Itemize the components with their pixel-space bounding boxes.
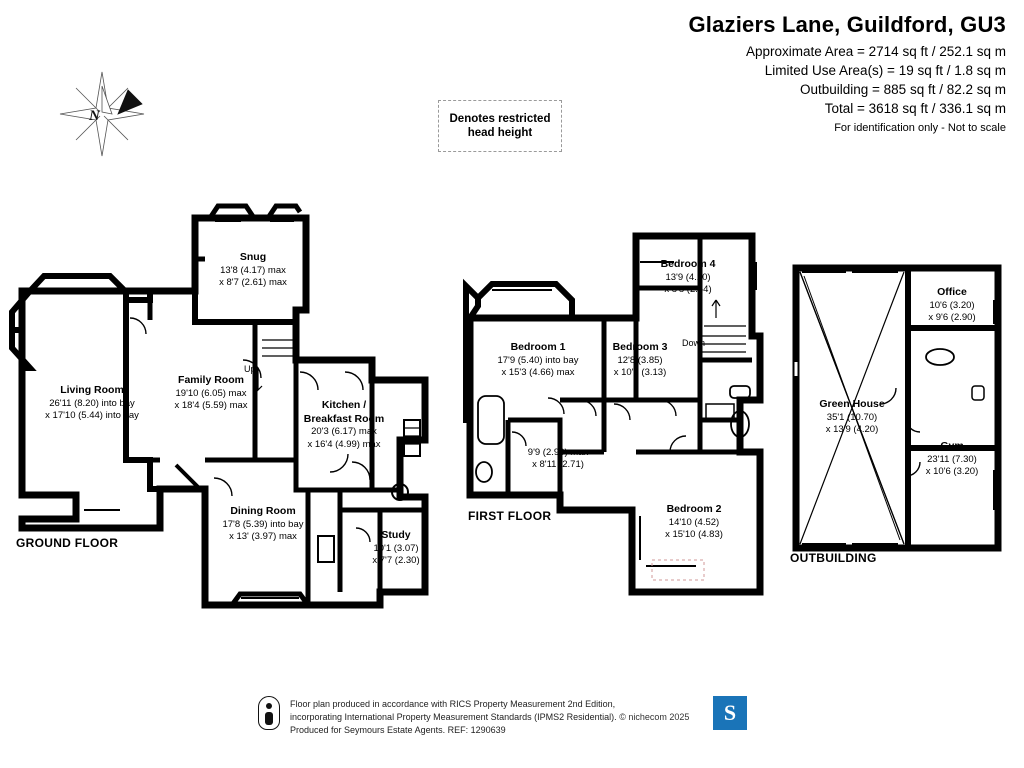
total-area: Total = 3618 sq ft / 336.1 sq m	[824, 101, 1006, 117]
approx-area: Approximate Area = 2714 sq ft / 252.1 sq m	[745, 44, 1006, 59]
rics-person-icon	[258, 696, 280, 730]
stairs-down-label: Down	[682, 338, 706, 348]
restricted-head-height-key	[438, 100, 562, 152]
footer-text	[290, 698, 689, 737]
key-line2: head height	[467, 127, 533, 139]
ground-floor-label: GROUND FLOOR	[16, 536, 119, 550]
key-line1: Denotes restricted	[449, 112, 551, 125]
room-dining-room: Dining Room 17'8 (5.39) into bay x 13' (3.97) max	[222, 505, 304, 542]
room-green-house: Green House 35'1 (10.70) x 13'9 (4.20)	[819, 398, 885, 435]
first-floor-label: FIRST FLOOR	[468, 509, 552, 523]
area-summary	[746, 42, 1006, 136]
room-office: Office 10'6 (3.20) x 9'6 (2.90)	[928, 286, 976, 323]
compass-icon	[56, 68, 148, 160]
room-snug: Snug 13'8 (4.17) max x 8'7 (2.61) max	[219, 251, 287, 288]
room-family-room: Family Room 19'10 (6.05) max x 18'4 (5.59) max	[174, 374, 248, 411]
room-bedroom-3: Bedroom 3 12'8 (3.85) x 10'3 (3.13)	[612, 341, 668, 378]
limited-use-area: Limited Use Area(s) = 19 sq ft / 1.8 sq m	[764, 63, 1006, 79]
footer-copyright: © nichecom 2025	[619, 712, 690, 723]
room-landing-area: 9'9 (2.96) max x 8'11 (2.71)	[527, 447, 589, 471]
page-title: Glaziers Lane, Guildford, GU3	[688, 12, 1006, 37]
room-bedroom-2: Bedroom 2 14'10 (4.52) x 15'10 (4.83)	[665, 503, 723, 540]
outbuilding-label: OUTBUILDING	[790, 551, 877, 565]
room-study: Study 10'1 (3.07) x 7'7 (2.30)	[372, 529, 420, 566]
disclaimer: For identification only - Not to scale	[834, 121, 1006, 134]
stairs-up-label: Up	[244, 364, 256, 374]
footer-line-1: Floor plan produced in accordance with RICS Property Measurement 2nd Edition,	[290, 699, 616, 709]
footer-line-3: Produced for Seymours Estate Agents. REF: 1290639	[290, 725, 506, 736]
seymours-logo: S	[713, 696, 747, 730]
room-living-room: Living Room 26'11 (8.20) into bay x 17'10 (5.44) into bay	[45, 384, 139, 421]
room-bedroom-1: Bedroom 1 17'9 (5.40) into bay x 15'3 (4.66) max	[497, 341, 579, 378]
room-bedroom-4: Bedroom 4 13'9 (4.20) x 8'8 (2.64)	[660, 258, 716, 295]
compass-north-label: N	[89, 108, 100, 124]
footer-line-2: incorporating International Property Measurement Standards (IPMS2 Residential).	[290, 712, 617, 723]
room-gym: Gym 23'11 (7.30) x 10'6 (3.20)	[925, 440, 979, 477]
outbuilding-area: Outbuilding = 885 sq ft / 82.2 sq m	[799, 82, 1006, 98]
room-kitchen-breakfast: Kitchen / Breakfast Room 20'3 (6.17) max x 16'4 (4.99) max	[303, 399, 385, 450]
